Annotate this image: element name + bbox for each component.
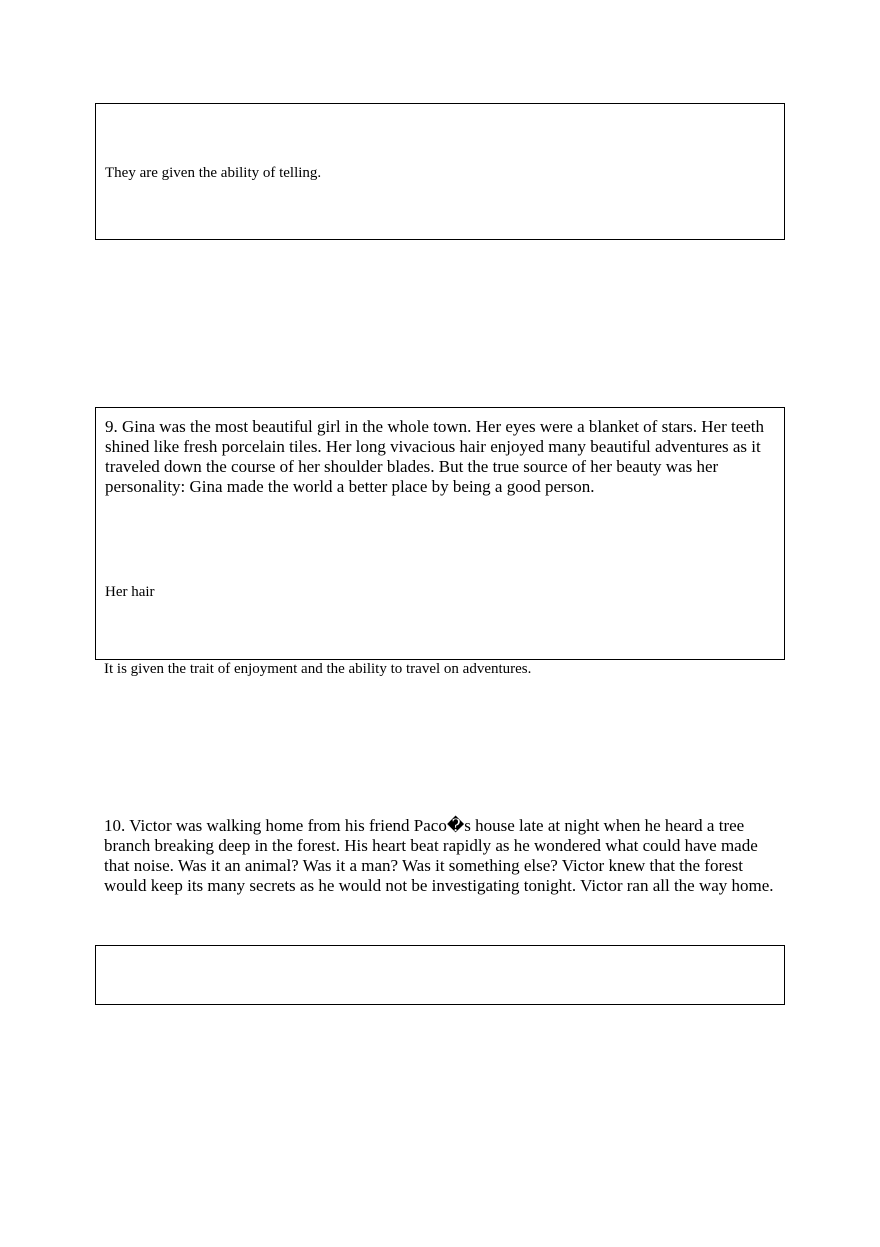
- answer-box-8: [95, 103, 785, 240]
- question-10-passage: 10. Victor was walking home from his friend Paco�s house late at night when he heard a tree branch breaking deep in the forest. His heart beat rapidly as he wondered what could have made that noise. Was it an animal? Was it a man? Was it something else? Victor knew that the forest would keep its many secrets as he would not be investigating tonight. Victor ran all the way home.: [104, 816, 774, 895]
- question-box-9: [95, 407, 785, 660]
- answer-box-10: [95, 945, 785, 1005]
- answer-text-8: They are given the ability of telling.: [105, 165, 322, 181]
- answer-text-9: It is given the trait of enjoyment and the ability to travel on adventures.: [104, 661, 532, 677]
- question-9-focus: Her hair: [105, 584, 155, 600]
- question-9-passage: 9. Gina was the most beautiful girl in the whole town. Her eyes were a blanket of stars. Her teeth shined like fresh porcelain tiles. Her long vivacious hair enjoyed many beautiful adventures as it traveled down the course of her shoulder blades. But the true source of her beauty was her personality: Gina made the world a better place by being a good person.: [105, 417, 765, 496]
